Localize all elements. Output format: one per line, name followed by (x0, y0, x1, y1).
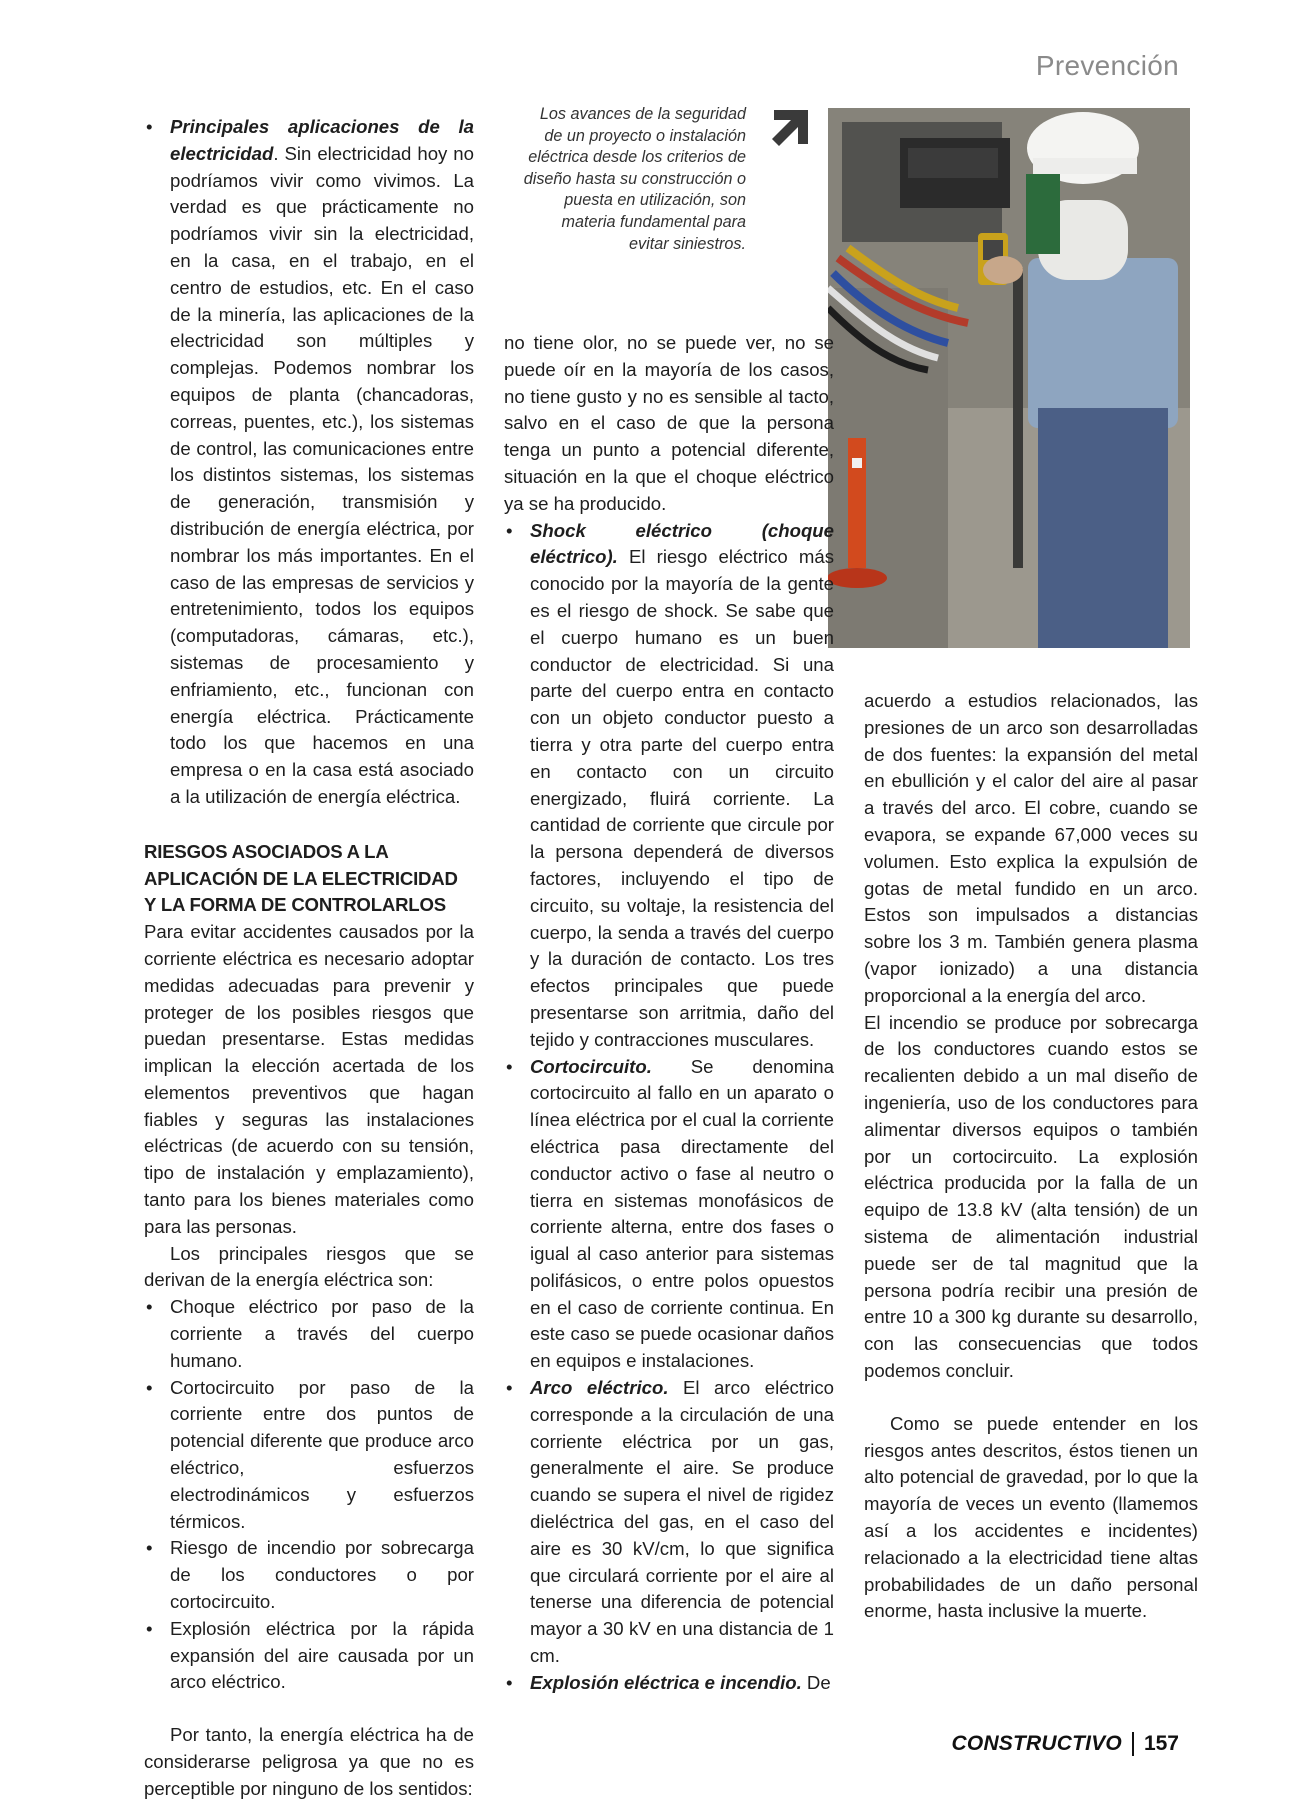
list-item (504, 1670, 834, 1697)
bullet-text: De (801, 1671, 831, 1693)
paragraph: Por tanto, la energía eléctrica ha de considerarse peligrosa ya que no es perceptible por ninguno de los sentidos: (144, 1724, 474, 1799)
list-item (504, 518, 834, 1054)
bullet-text: El riesgo eléctrico más conocido por la mayoría de la gente es el riesgo de shock. Se sabe que el cuerpo humano es un buen conductor de electricidad. Si una parte del cuerpo entra en contacto con un objeto conductor puesto a tierra y otra parte del cuerpo entra en contacto con un circuito energizado, fluirá corriente. La cantidad de corriente que circule por la persona dependerá de diversos factores, incluyendo el tipo de circuito, su voltaje, la resistencia del cuerpo, la senda a través del cuerpo y la duración de contacto. Los tres efectos principales que puede presentarse son arritmia, daño del tejido y contracciones musculares. (530, 546, 834, 1050)
bullet-title: Explosión eléctrica e incendio. (530, 1671, 802, 1693)
list-item: • Choque eléctrico por paso de la corriente a través del cuerpo humano. (144, 1294, 474, 1374)
column-middle (504, 330, 834, 1697)
bullet-title: Shock eléctrico (choque eléctrico). (530, 519, 834, 568)
list-item (504, 1054, 834, 1376)
list-item: • Cortocircuito por paso de la corriente entre dos puntos de potencial diferente que produce arco eléctrico, esfuerzos electrodinámicos y esfuerzos térmicos. (144, 1375, 474, 1536)
section-title: Prevención (1035, 50, 1179, 81)
photo-electrician (828, 108, 1190, 648)
bullet-text: Se denomina cortocircuito al fallo en un aparato o línea eléctrica por el cual la corriente eléctrica pasa directamente del conductor activo o fase al neutro o tierra en sistemas monofásicos de corriente alterna, entre dos fases o igual al caso anterior para sistemas polifásicos, o entre polos opuestos en el caso de corriente continua. En este caso se puede ocasionar daños en equipos e instalaciones. (530, 1055, 834, 1372)
applications-list (144, 114, 474, 811)
paragraph: El incendio se produce por sobrecarga de los conductores cuando estos se recalienten debido a un mal diseño de ingeniería, uso de los conductores para alimentar diversos equipos o también por un cortocircuito. La explosión eléctrica producida por la falla de un equipo de 13.8 kV (alta tensión) de un sistema de alimentación industrial puede ser de tal magnitud que la persona podría recibir una presión de entre 10 a 300 kg durante su desarrollo, con las consecuencias que todos podemos concluir. (864, 1011, 1198, 1381)
paragraph: no tiene olor, no se puede ver, no se puede oír en la mayoría de los casos, no tiene gusto y no es sensible al tacto, salvo en el caso de que la persona tenga un punto a potencial diferente, situación en la que el choque eléctrico ya se ha producido. (504, 332, 834, 514)
list-item (504, 1375, 834, 1670)
page-number: 157 (1143, 1732, 1179, 1755)
paragraph: Los principales riesgos que se derivan de la energía eléctrica son: (144, 1242, 474, 1291)
section-heading: RIESGOS ASOCIADOS A LA APLICACIÓN DE LA ELECTRICIDAD Y LA FORMA DE CONTROLARLOS (144, 840, 458, 916)
column-left (144, 114, 474, 1803)
pull-quote: Los avances de la seguridad de un proyecto o instalación eléctrica desde los criterios de diseño hasta su construcción o puesta en utilización, son materia fundamental para evitar siniestros. (523, 105, 746, 253)
bullet-text: . Sin electricidad hoy no podríamos vivir como vivimos. La verdad es que prácticamente no podríamos vivir sin la electricidad, en la casa, en el trabajo, en el centro de estudios, etc. En el caso de la minería, las aplicaciones de la electricidad son múltiples y complejas. Podemos nombrar los equipos de planta (chancadoras, correas, puentes, etc.), los sistemas de control, las comunicaciones entre los distintos sistemas, los sistemas de generación, transmisión y distribución de energía eléctrica, por nombrar los más importantes. En el caso de las empresas de servicios y entretenimiento, todos los equipos (computadoras, cámaras, etc.), sistemas de procesamiento y enfriamiento, etc., funcionan con energía eléctrica. Prácticamente todo los que hacemos en una empresa o en la casa está asociado a la utilización de energía eléctrica. (170, 142, 474, 807)
risks-detail-list (504, 518, 834, 1697)
page-footer (952, 1732, 1179, 1756)
arrow-up-right-icon (770, 108, 810, 148)
list-item (144, 114, 474, 811)
paragraph: Como se puede entender en los riesgos antes descritos, éstos tienen un alto potencial de gravedad, por lo que la mayoría de veces un evento (llamemos así a los accidentes e incidentes) relacionado a la electricidad tiene altas probabilidades de un daño personal enorme, hasta inclusive la muerte. (864, 1412, 1198, 1622)
magazine-brand: CONSTRUCTIVO (951, 1732, 1122, 1755)
bullet-title: Cortocircuito. (530, 1055, 652, 1077)
photo-illustration (828, 108, 1190, 648)
paragraph: Para evitar accidentes causados por la corriente eléctrica es necesario adoptar medidas adecuadas para prevenir y proteger de los posibles riesgos que puedan presentarse. Estas medidas implican la elección acertada de los elementos preventivos que hagan fiables y seguras las instalaciones eléctricas (de acuerdo con su tensión, tipo de instalación y emplazamiento), tanto para los bienes materiales como para las personas. (144, 921, 474, 1237)
bullet-title: Arco eléctrico. (530, 1377, 669, 1399)
bullet-title: Principales aplicaciones de la electricidad (170, 116, 474, 164)
footer-divider (1132, 1732, 1134, 1756)
column-right (864, 688, 1198, 1625)
paragraph: acuerdo a estudios relacionados, las presiones de un arco son desarrolladas de dos fuentes: la expansión del metal en ebullición y el calor del aire al pasar a través del arco. El cobre, cuando se evapora, se expande 67,000 veces su volumen. Esto explica la expulsión de gotas de metal fundido en un arco. Estos son impulsados a distancias sobre los 3 m. También genera plasma (vapor ionizado) a una distancia proporcional a la energía del arco. (864, 690, 1198, 1006)
risks-list (144, 1294, 474, 1696)
list-item: • Riesgo de incendio por sobrecarga de los conductores o por cortocircuito. (144, 1535, 474, 1615)
bullet-text: El arco eléctrico corresponde a la circulación de una corriente eléctrica por un gas, generalmente el aire. Se produce cuando se supera el nivel de rigidez dieléctrica del gas, en el caso del aire es 30 kV/cm, lo que significa que circulará corriente por el aire al tenerse una diferencia de potencial mayor a 30 kV en una distancia de 1 cm. (530, 1377, 834, 1667)
list-item: • Explosión eléctrica por la rápida expansión del aire causada por un arco eléctrico. (144, 1616, 474, 1696)
